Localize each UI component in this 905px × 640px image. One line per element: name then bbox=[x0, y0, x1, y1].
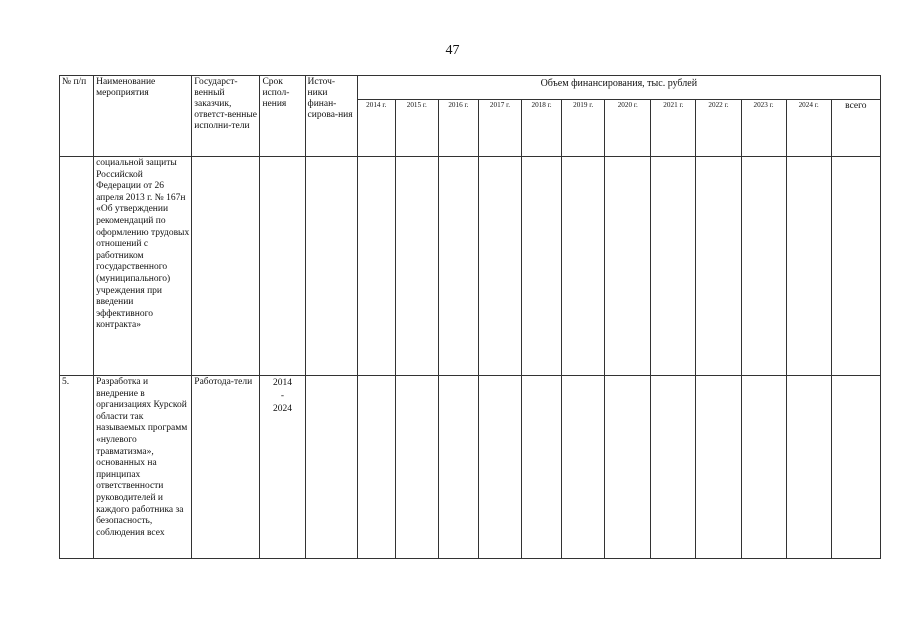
header-num: № п/п bbox=[60, 76, 94, 157]
row-year-cell bbox=[786, 376, 831, 559]
row-year-cell bbox=[786, 157, 831, 376]
row-year-cell bbox=[562, 376, 605, 559]
header-year: 2015 г. bbox=[395, 100, 438, 157]
row-year-cell bbox=[357, 376, 395, 559]
row-year-cell bbox=[696, 157, 741, 376]
header-name: Наименование мероприятия bbox=[94, 76, 192, 157]
row-year-cell bbox=[605, 376, 651, 559]
header-year: 2020 г. bbox=[605, 100, 651, 157]
financing-table bbox=[59, 75, 881, 559]
row-year-cell bbox=[478, 376, 521, 559]
term-start: 2014 bbox=[273, 378, 292, 388]
row-year-cell bbox=[562, 157, 605, 376]
header-source: Источ-ники финан-сирова-ния bbox=[305, 76, 357, 157]
row-customer bbox=[192, 157, 260, 376]
row-year-cell bbox=[438, 376, 478, 559]
header-year: 2023 г. bbox=[741, 100, 786, 157]
header-volume: Объем финансирования, тыс. рублей bbox=[357, 76, 880, 100]
header-year: 2018 г. bbox=[522, 100, 562, 157]
header-year: 2024 г. bbox=[786, 100, 831, 157]
header-term: Срок испол-нения bbox=[260, 76, 305, 157]
row-total-cell bbox=[831, 157, 880, 376]
row-year-cell bbox=[522, 157, 562, 376]
row-num bbox=[60, 157, 94, 376]
row-term bbox=[260, 376, 305, 559]
row-year-cell bbox=[605, 157, 651, 376]
row-source bbox=[305, 376, 357, 559]
header-year: 2021 г. bbox=[651, 100, 696, 157]
row-num: 5. bbox=[60, 376, 94, 559]
row-year-cell bbox=[741, 157, 786, 376]
row-name: Разработка и внедрение в организациях Курской области так называемых программ «нулевого травматизма», основанных на принципах ответственности руководителей и каждого работника за безопасность, соблюдения всех bbox=[94, 376, 192, 559]
table-row bbox=[60, 376, 881, 559]
row-year-cell bbox=[741, 376, 786, 559]
row-year-cell bbox=[357, 157, 395, 376]
row-year-cell bbox=[395, 376, 438, 559]
row-year-cell bbox=[651, 157, 696, 376]
row-year-cell bbox=[438, 157, 478, 376]
term-end: 2024 bbox=[273, 404, 292, 414]
row-source bbox=[305, 157, 357, 376]
header-total: всего bbox=[831, 100, 880, 157]
header-customer: Государст-венный заказчик, ответст-венные исполни-тели bbox=[192, 76, 260, 157]
row-total-cell bbox=[831, 376, 880, 559]
header-year: 2022 г. bbox=[696, 100, 741, 157]
row-year-cell bbox=[478, 157, 521, 376]
header-year: 2017 г. bbox=[478, 100, 521, 157]
row-name: социальной защиты Российской Федерации от 26 апреля 2013 г. № 167н «Об утверждении рекомендаций по оформлению трудовых отношений с работником государственного (муниципального) учреждения при введении эффективного контракта» bbox=[94, 157, 192, 376]
table-row bbox=[60, 157, 881, 376]
row-year-cell bbox=[395, 157, 438, 376]
page-number: 47 bbox=[445, 43, 460, 58]
row-term bbox=[260, 157, 305, 376]
row-customer: Работода-тели bbox=[192, 376, 260, 559]
row-year-cell bbox=[651, 376, 696, 559]
header-year: 2014 г. bbox=[357, 100, 395, 157]
row-year-cell bbox=[696, 376, 741, 559]
row-year-cell bbox=[522, 376, 562, 559]
header-year: 2016 г. bbox=[438, 100, 478, 157]
header-row-top bbox=[60, 76, 881, 100]
term-dash: - bbox=[280, 391, 285, 401]
header-year: 2019 г. bbox=[562, 100, 605, 157]
